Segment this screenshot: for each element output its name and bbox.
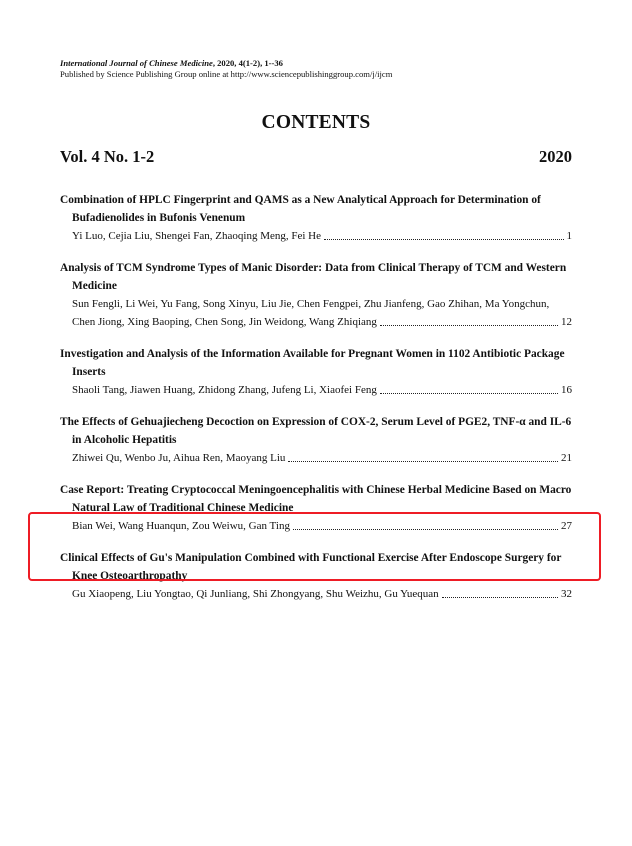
article-title[interactable]: Investigation and Analysis of the Information Available for Pregnant Women in 1102 Antibiotic Package Inserts — [60, 348, 565, 378]
article-page: 12 — [561, 316, 572, 328]
dot-leader — [380, 393, 558, 394]
article-authors-first-line: Sun Fengli, Li Wei, Yu Fang, Song Xinyu, Liu Jie, Chen Fengpei, Zhu Jianfeng, Gao Zhihan, Ma Yongchun, — [72, 298, 550, 310]
publisher-line: Published by Science Publishing Group online at http://www.sciencepublishinggroup.com/j/ijcm — [60, 69, 393, 79]
article-entry[interactable] — [60, 191, 572, 245]
volume-label: Vol. 4 No. 1-2 — [60, 147, 155, 166]
article-authors: Chen Jiong, Xing Baoping, Chen Song, Jin Weidong, Wang Zhiqiang — [72, 316, 377, 328]
article-page: 16 — [561, 384, 572, 396]
article-authors-line — [60, 585, 572, 603]
article-authors: Zhiwei Qu, Wenbo Ju, Aihua Ren, Maoyang Liu — [72, 452, 286, 464]
volume-row — [60, 147, 572, 167]
dot-leader — [442, 597, 558, 598]
article-authors: Bian Wei, Wang Huanqun, Zou Weiwu, Gan Ting — [72, 520, 290, 532]
article-page: 21 — [561, 452, 572, 464]
article-title[interactable]: The Effects of Gehuajiecheng Decoction on Expression of COX-2, Serum Level of PGE2, TNF-α and IL-6 in Alcoholic Hepatitis — [60, 416, 572, 446]
dot-leader — [324, 239, 564, 240]
article-authors-line — [60, 449, 572, 467]
article-page: 32 — [561, 588, 572, 600]
journal-name: International Journal of Chinese Medicine — [60, 58, 213, 68]
journal-header — [60, 58, 392, 80]
article-entry[interactable] — [60, 413, 572, 467]
article-page: 27 — [561, 520, 572, 532]
article-title[interactable]: Combination of HPLC Fingerprint and QAMS as a New Analytical Approach for Determination of Bufadienolides in Bufonis Venenum — [60, 194, 541, 224]
article-entry[interactable] — [60, 345, 572, 399]
journal-citation: , 2020, 4(1-2), 1--36 — [212, 58, 283, 68]
citation-line — [60, 58, 392, 69]
article-title[interactable]: Clinical Effects of Gu's Manipulation Combined with Functional Exercise After Endoscope Surgery for Knee Osteoarthropathy — [60, 552, 562, 582]
article-authors-line — [60, 313, 572, 331]
article-authors: Gu Xiaopeng, Liu Yongtao, Qi Junliang, Shi Zhongyang, Shu Weizhu, Gu Yuequan — [72, 588, 439, 600]
article-authors-line — [60, 381, 572, 399]
article-title[interactable]: Analysis of TCM Syndrome Types of Manic Disorder: Data from Clinical Therapy of TCM and Western Medicine — [60, 262, 567, 292]
article-title[interactable]: Case Report: Treating Cryptococcal Meningoencephalitis with Chinese Herbal Medicine Based on Macro Natural Law of Traditional Chinese Medicine — [60, 484, 572, 514]
article-page: 1 — [566, 230, 572, 242]
article-authors: Shaoli Tang, Jiawen Huang, Zhidong Zhang, Jufeng Li, Xiaofei Feng — [72, 384, 377, 396]
dot-leader — [380, 325, 558, 326]
year-label: 2020 — [539, 147, 572, 166]
article-authors-line — [60, 227, 572, 245]
article-authors: Yi Luo, Cejia Liu, Shengei Fan, Zhaoqing Meng, Fei He — [72, 230, 321, 242]
article-entry[interactable] — [60, 259, 572, 331]
dot-leader — [288, 461, 558, 462]
highlight-box — [28, 512, 601, 581]
page-title: CONTENTS — [261, 112, 371, 133]
